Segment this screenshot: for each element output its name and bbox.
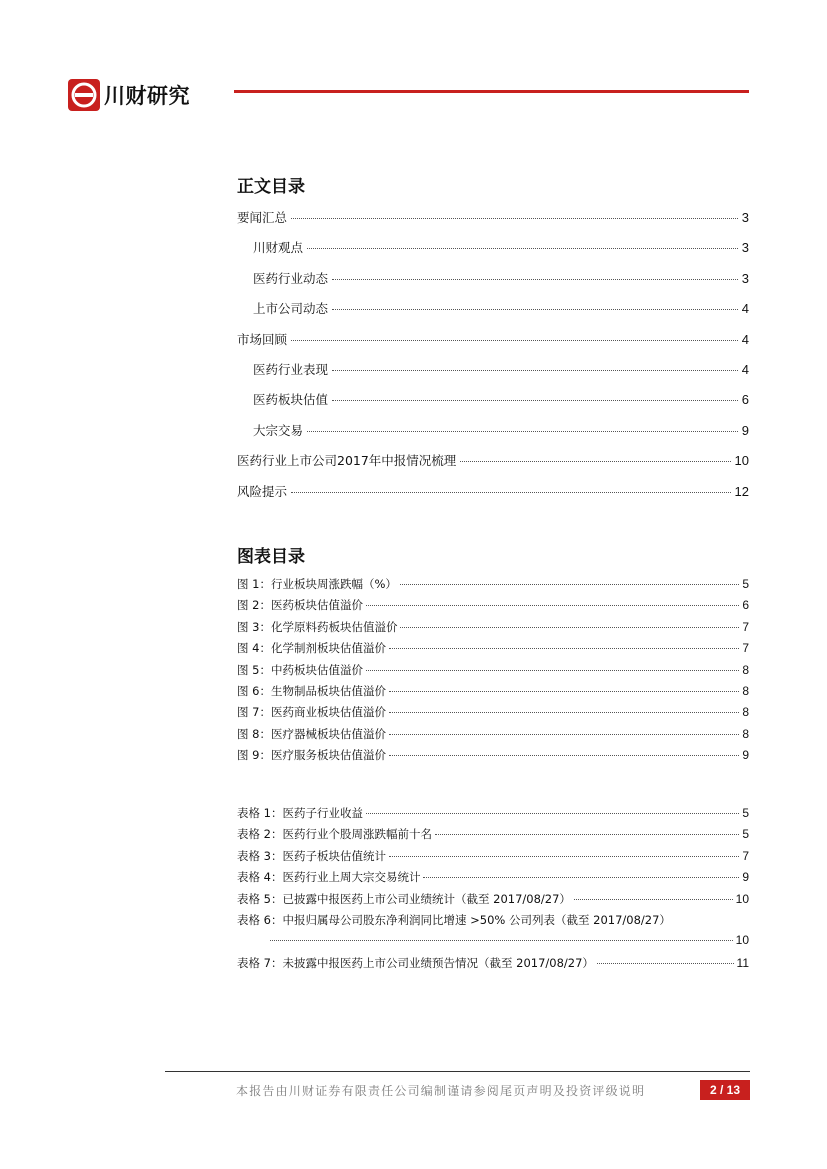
toc-list xyxy=(237,208,749,512)
entry-label: 表格 1：医药子行业收益 xyxy=(237,806,363,820)
entry-label: 表格 7：未披露中报医药上市公司业绩预告情况（截至 2017/08/27） xyxy=(237,955,594,970)
dot-leader xyxy=(574,899,733,900)
entry-label: 表格 4：医药行业上周大宗交易统计 xyxy=(237,870,421,885)
dot-leader xyxy=(270,940,733,941)
entry-label: 医药板块估值 xyxy=(253,392,329,408)
dot-leader xyxy=(597,963,734,964)
toc-entry[interactable] xyxy=(237,482,749,512)
entry-label: 表格 2：医药行业个股周涨跌幅前十名 xyxy=(237,827,432,842)
entry-label: 图 6：生物制品板块估值溢价 xyxy=(237,683,386,698)
toc-entry[interactable] xyxy=(237,390,749,420)
entry-page-number: 6 xyxy=(742,598,749,613)
dot-leader xyxy=(400,627,739,628)
toc-entry[interactable] xyxy=(237,891,749,912)
entry-label: 图 4：化学制剂板块估值溢价 xyxy=(237,641,386,656)
entry-label: 图 5：中药板块估值溢价 xyxy=(237,662,363,677)
entry-page-number: 12 xyxy=(734,483,749,499)
toc-entry[interactable] xyxy=(237,747,749,768)
entry-label: 图 7：医药商业板块估值溢价 xyxy=(237,705,386,720)
toc-entry[interactable] xyxy=(237,869,749,890)
entry-label: 图 2：医药板块估值溢价 xyxy=(237,598,363,613)
footer-divider xyxy=(165,1071,750,1072)
entry-page-number: 6 xyxy=(741,392,749,408)
entry-label: 表格 5：已披露中报医药上市公司业绩统计（截至 2017/08/27） xyxy=(237,891,571,906)
toc-entry[interactable] xyxy=(237,640,749,661)
toc-entry[interactable] xyxy=(237,576,749,597)
entry-label: 图 8：医疗器械板块估值溢价 xyxy=(237,726,386,741)
toc-entry[interactable] xyxy=(237,208,749,238)
entry-page-number: 3 xyxy=(741,240,749,256)
entry-page-number: 5 xyxy=(742,577,749,591)
dot-leader xyxy=(435,834,739,835)
entry-page-number: 3 xyxy=(741,210,749,225)
entry-page-number: 4 xyxy=(741,331,749,347)
entry-label: 市场回顾 xyxy=(237,331,288,347)
company-logo xyxy=(68,78,190,112)
toc-entry[interactable] xyxy=(237,597,749,618)
entry-page-number: 10 xyxy=(734,453,749,469)
toc-entry[interactable] xyxy=(237,805,749,826)
dot-leader xyxy=(389,734,739,735)
entry-page-number: 10 xyxy=(735,933,749,948)
toc-entry[interactable] xyxy=(237,826,749,847)
toc-entry[interactable] xyxy=(237,451,749,481)
dot-leader xyxy=(389,691,739,692)
entry-page-number: 9 xyxy=(742,870,749,885)
toc-entry[interactable] xyxy=(237,704,749,725)
dot-leader xyxy=(291,492,731,493)
entry-page-number: 8 xyxy=(742,662,749,677)
entry-page-number: 11 xyxy=(736,955,749,970)
entry-label: 上市公司动态 xyxy=(253,301,329,317)
toc-entry[interactable] xyxy=(237,848,749,869)
toc-entry[interactable] xyxy=(237,683,749,704)
toc-entry[interactable] xyxy=(237,330,749,360)
toc-entry-continuation[interactable] xyxy=(237,933,749,954)
entry-label: 风险提示 xyxy=(237,483,288,499)
entry-label: 医药行业上市公司2017年中报情况梳理 xyxy=(237,453,457,469)
tables-list xyxy=(237,805,749,976)
entry-page-number: 8 xyxy=(742,726,749,741)
dot-leader xyxy=(389,856,739,857)
entry-label: 图 9：医疗服务板块估值溢价 xyxy=(237,748,386,763)
entry-label: 医药行业动态 xyxy=(253,270,329,286)
entry-label: 要闻汇总 xyxy=(237,210,288,225)
toc-entry[interactable] xyxy=(237,619,749,640)
toc-entry[interactable] xyxy=(237,299,749,329)
toc-entry[interactable] xyxy=(237,238,749,268)
page-number-badge: 2 / 13 xyxy=(700,1080,750,1100)
dot-leader xyxy=(307,248,738,249)
entry-page-number: 4 xyxy=(741,301,749,317)
footer-disclaimer: 本报告由川财证券有限责任公司编制谨请参阅尾页声明及投资评级说明 xyxy=(236,1084,646,1098)
entry-page-number: 7 xyxy=(742,641,749,656)
toc-entry[interactable] xyxy=(237,912,749,933)
entry-page-number: 7 xyxy=(742,848,749,863)
dot-leader xyxy=(332,279,738,280)
dot-leader xyxy=(389,755,739,756)
toc-entry[interactable] xyxy=(237,662,749,683)
dot-leader xyxy=(366,813,739,814)
logo-icon xyxy=(68,79,100,111)
header-divider xyxy=(234,90,749,93)
toc-entry[interactable] xyxy=(237,726,749,747)
dot-leader xyxy=(366,605,739,606)
figures-list xyxy=(237,576,749,769)
entry-label: 医药行业表现 xyxy=(253,361,329,377)
dot-leader xyxy=(423,877,739,878)
toc-title: 正文目录 xyxy=(237,177,305,197)
dot-leader xyxy=(332,370,738,371)
entry-label: 表格 3：医药子板块估值统计 xyxy=(237,848,386,863)
entry-page-number: 9 xyxy=(741,422,749,438)
entry-label: 表格 6：中报归属母公司股东净利润同比增速 >50% 公司列表（截至 2017/08/27） xyxy=(237,912,671,927)
entry-page-number: 5 xyxy=(742,827,749,842)
dot-leader xyxy=(332,400,738,401)
brand-name: 川财研究 xyxy=(104,84,190,108)
entry-page-number: 8 xyxy=(742,683,749,698)
entry-page-number: 9 xyxy=(742,748,749,763)
figures-title: 图表目录 xyxy=(237,547,305,567)
toc-entry[interactable] xyxy=(237,360,749,390)
entry-label: 图 1：行业板块周涨跌幅（%） xyxy=(237,577,397,591)
dot-leader xyxy=(307,431,738,432)
dot-leader xyxy=(400,584,739,585)
entry-page-number: 4 xyxy=(741,361,749,377)
dot-leader xyxy=(332,309,738,310)
entry-label: 川财观点 xyxy=(253,240,304,256)
dot-leader xyxy=(366,670,739,671)
dot-leader xyxy=(460,461,730,462)
dot-leader xyxy=(389,712,739,713)
toc-entry[interactable] xyxy=(237,955,749,976)
entry-page-number: 10 xyxy=(735,891,749,906)
entry-page-number: 3 xyxy=(741,270,749,286)
toc-entry[interactable] xyxy=(237,421,749,451)
dot-leader xyxy=(291,340,738,341)
entry-label: 图 3：化学原料药板块估值溢价 xyxy=(237,619,398,634)
dot-leader xyxy=(389,648,739,649)
dot-leader xyxy=(291,218,738,219)
entry-label: 大宗交易 xyxy=(253,422,304,438)
entry-page-number: 8 xyxy=(742,705,749,720)
entry-page-number: 7 xyxy=(742,619,749,634)
entry-page-number: 5 xyxy=(742,806,749,820)
toc-entry[interactable] xyxy=(237,269,749,299)
